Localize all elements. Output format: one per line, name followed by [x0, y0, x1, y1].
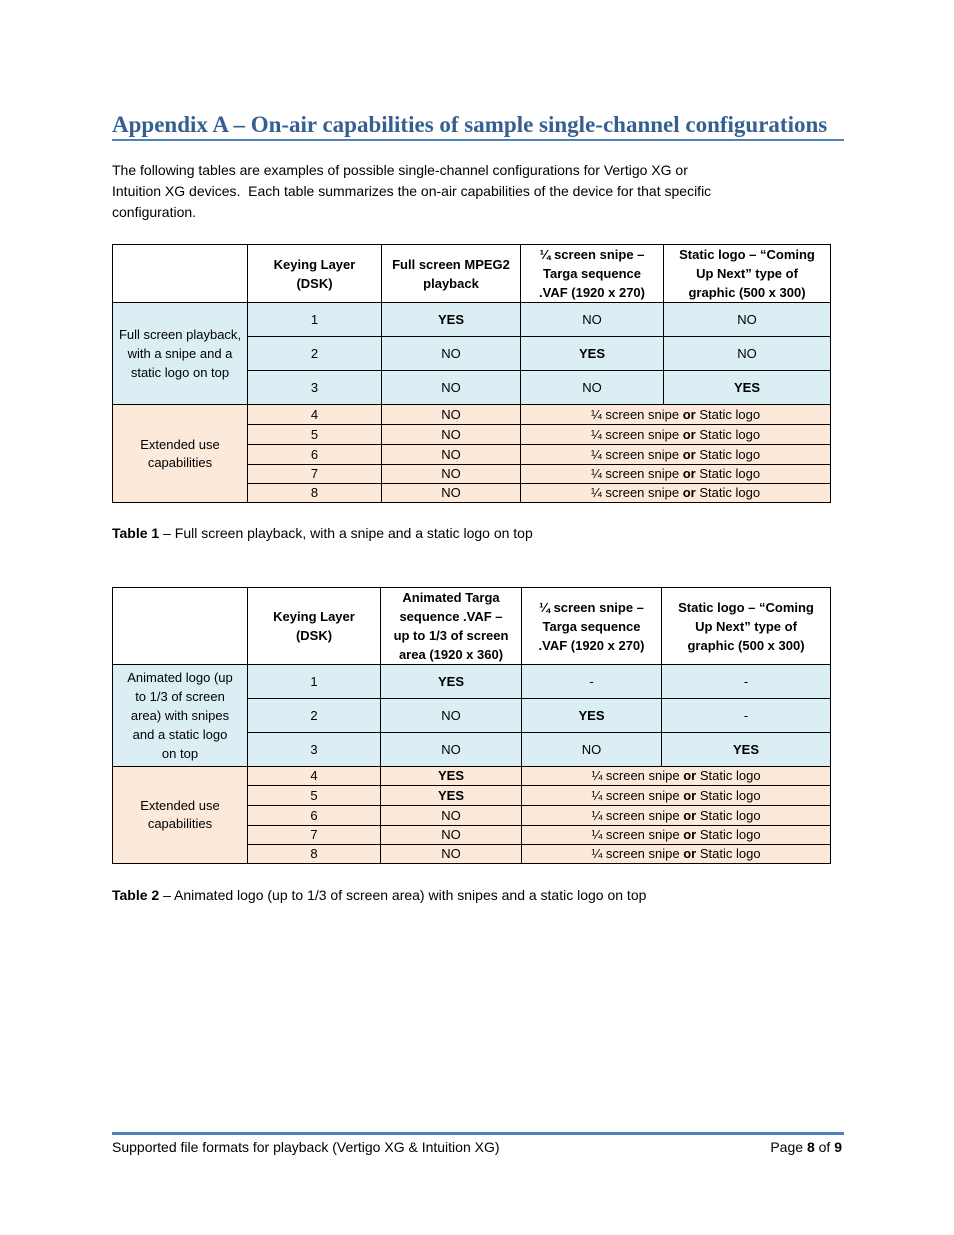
current-page: 8 — [806, 1139, 815, 1155]
option-conjunction: or — [682, 485, 696, 500]
caption-label: Table 1 — [112, 525, 160, 541]
animated-logo-cell: NO — [381, 826, 522, 845]
intro-line: The following tables are examples of possible single-channel configurations for Vertigo XG or — [112, 162, 688, 178]
keying-layer-cell: 8 — [248, 484, 382, 503]
caption-label: Table 2 — [112, 887, 160, 903]
option-conjunction: or — [682, 406, 696, 422]
keying-layer-cell: 2 — [248, 699, 381, 733]
caption-text: – Animated logo (up to 1/3 of screen area) with snipes and a static logo on top — [163, 887, 647, 903]
header-snipe: ¼ screen snipe – Targa sequence .VAF (1920 x 270) — [522, 588, 662, 665]
animated-logo-cell: YES — [381, 665, 522, 699]
table-header-row — [113, 588, 831, 665]
option-conjunction: or — [682, 426, 696, 442]
header-animated-logo: Animated Targa sequence .VAF – up to 1/3 of screen area (1920 x 360) — [381, 588, 522, 665]
footer-title: Supported file formats for playback (Vertigo XG & Intuition XG) — [112, 1139, 500, 1155]
table-2-caption — [112, 885, 646, 905]
animated-logo-cell: NO — [381, 845, 522, 864]
static-logo-cell: YES — [662, 733, 831, 767]
option-b: Static logo — [699, 406, 761, 422]
mpeg2-playback-cell: NO — [382, 337, 521, 371]
header-keying-layer: Keying Layer (DSK) — [248, 588, 381, 665]
option-a: ¼ screen snipe — [590, 426, 680, 442]
snipe-or-logo-cell — [522, 786, 831, 806]
animated-logo-cell: YES — [381, 767, 522, 786]
keying-layer-cell: 6 — [248, 445, 382, 465]
option-b: Static logo — [699, 426, 761, 442]
header-static-logo: Static logo – “Coming Up Next” type of graphic (500 x 300) — [664, 245, 831, 303]
page-label: Page — [770, 1139, 804, 1155]
snipe-cell: NO — [522, 733, 662, 767]
keying-layer-cell: 3 — [248, 733, 381, 767]
option-a: ¼ screen snipe — [591, 768, 680, 783]
keying-layer-cell: 1 — [248, 303, 382, 337]
keying-layer-cell: 7 — [248, 465, 382, 484]
config-table-2 — [112, 587, 831, 864]
snipe-cell: YES — [522, 699, 662, 733]
static-logo-cell: NO — [664, 303, 831, 337]
snipe-or-logo-cell — [522, 826, 831, 845]
snipe-cell: - — [522, 665, 662, 699]
option-a: ¼ screen snipe — [590, 485, 680, 500]
snipe-or-logo-cell — [522, 845, 831, 864]
header-snipe: ¼ screen snipe – Targa sequence .VAF (1920 x 270) — [521, 245, 664, 303]
option-conjunction: or — [683, 827, 697, 842]
keying-layer-cell: 8 — [248, 845, 381, 864]
keying-layer-cell: 5 — [248, 425, 382, 445]
mpeg2-playback-cell: NO — [382, 405, 521, 425]
header-static-logo: Static logo – “Coming Up Next” type of graphic (500 x 300) — [662, 588, 831, 665]
snipe-or-logo-cell — [521, 465, 831, 484]
static-logo-cell: NO — [664, 337, 831, 371]
header-blank-cell — [113, 588, 248, 665]
intro-line: Intuition XG devices. Each table summarizes the on-air capabilities of the device for that specific — [112, 183, 712, 199]
mpeg2-playback-cell: NO — [382, 371, 521, 405]
caption-text: – Full screen playback, with a snipe and a static logo on top — [163, 525, 533, 541]
header-keying-layer: Keying Layer (DSK) — [248, 245, 382, 303]
animated-logo-cell: NO — [381, 733, 522, 767]
static-logo-cell: YES — [664, 371, 831, 405]
option-b: Static logo — [699, 768, 761, 783]
keying-layer-cell: 2 — [248, 337, 382, 371]
animated-logo-cell: NO — [381, 699, 522, 733]
table-row — [113, 665, 831, 699]
option-a: ¼ screen snipe — [590, 406, 680, 422]
keying-layer-cell: 4 — [248, 767, 381, 786]
table-row — [113, 405, 831, 425]
animated-logo-cell: YES — [381, 786, 522, 806]
snipe-or-logo-cell — [521, 425, 831, 445]
animated-logo-cell: NO — [381, 806, 522, 826]
option-b: Static logo — [699, 827, 761, 842]
snipe-cell: NO — [521, 371, 664, 405]
option-conjunction: or — [682, 446, 696, 462]
snipe-or-logo-cell — [521, 405, 831, 425]
option-b: Static logo — [699, 787, 761, 803]
option-conjunction: or — [683, 768, 697, 783]
config-table-1 — [112, 244, 831, 503]
keying-layer-cell: 5 — [248, 786, 381, 806]
option-conjunction: or — [683, 807, 697, 823]
option-a: ¼ screen snipe — [591, 827, 680, 842]
total-pages: 9 — [834, 1139, 842, 1155]
page-title: Appendix A – On-air capabilities of sample single-channel configurations — [112, 112, 828, 137]
keying-layer-cell: 6 — [248, 806, 381, 826]
option-b: Static logo — [699, 466, 761, 481]
group-label-extended: Extended use capabilities — [113, 405, 248, 503]
static-logo-cell: - — [662, 665, 831, 699]
option-a: ¼ screen snipe — [591, 787, 680, 803]
keying-layer-cell: 4 — [248, 405, 382, 425]
header-blank-cell — [113, 245, 248, 303]
keying-layer-cell: 3 — [248, 371, 382, 405]
page-number — [770, 1137, 842, 1157]
table-row — [113, 767, 831, 786]
footer-rule — [112, 1132, 844, 1135]
snipe-or-logo-cell — [521, 484, 831, 503]
option-conjunction: or — [683, 787, 697, 803]
option-b: Static logo — [699, 446, 761, 462]
snipe-or-logo-cell — [522, 806, 831, 826]
option-conjunction: or — [682, 466, 696, 481]
option-a: ¼ screen snipe — [590, 446, 680, 462]
static-logo-cell: - — [662, 699, 831, 733]
mpeg2-playback-cell: YES — [382, 303, 521, 337]
table-1-caption — [112, 523, 533, 543]
mpeg2-playback-cell: NO — [382, 484, 521, 503]
header-mpeg2-playback: Full screen MPEG2 playback — [382, 245, 521, 303]
option-a: ¼ screen snipe — [591, 807, 680, 823]
keying-layer-cell: 1 — [248, 665, 381, 699]
group-label-extended: Extended use capabilities — [113, 767, 248, 864]
mpeg2-playback-cell: NO — [382, 445, 521, 465]
page-of: of — [818, 1139, 831, 1155]
group-label-primary: Animated logo (up to 1/3 of screen area) with snipes and a static logo on top — [113, 665, 248, 767]
option-b: Static logo — [699, 485, 761, 500]
option-b: Static logo — [699, 846, 761, 861]
option-b: Static logo — [699, 807, 761, 823]
option-conjunction: or — [683, 846, 697, 861]
snipe-or-logo-cell — [522, 767, 831, 786]
snipe-or-logo-cell — [521, 445, 831, 465]
snipe-cell: YES — [521, 337, 664, 371]
mpeg2-playback-cell: NO — [382, 465, 521, 484]
snipe-cell: NO — [521, 303, 664, 337]
table-row — [113, 303, 831, 337]
group-label-primary: Full screen playback, with a snipe and a static logo on top — [113, 303, 248, 405]
intro-paragraph — [112, 160, 711, 223]
intro-line: configuration. — [112, 204, 197, 220]
title-underline — [112, 139, 844, 141]
keying-layer-cell: 7 — [248, 826, 381, 845]
table-header-row — [113, 245, 831, 303]
mpeg2-playback-cell: NO — [382, 425, 521, 445]
option-a: ¼ screen snipe — [591, 846, 680, 861]
option-a: ¼ screen snipe — [590, 466, 680, 481]
